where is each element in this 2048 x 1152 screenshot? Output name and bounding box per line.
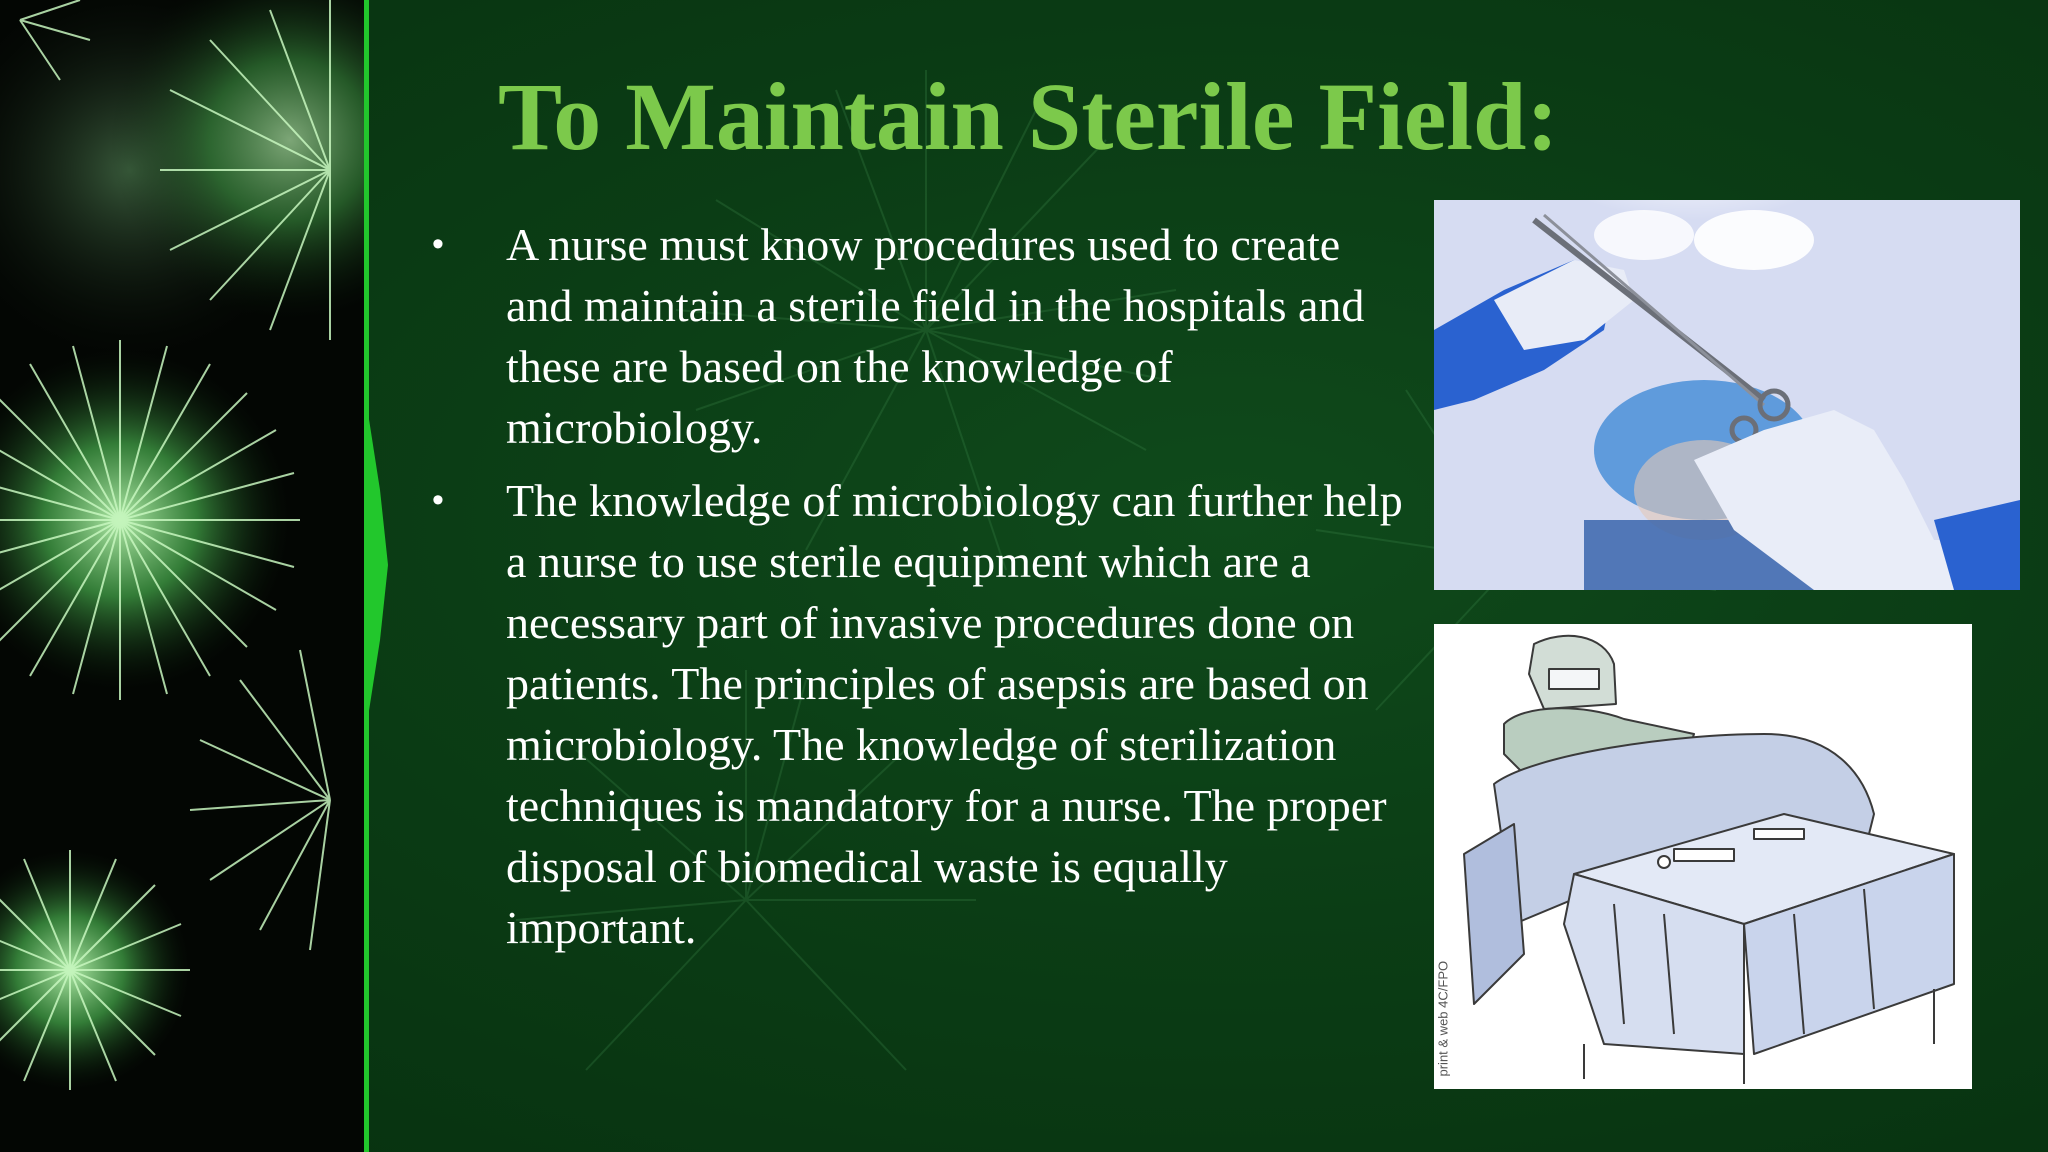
bullet-list bbox=[424, 214, 1414, 970]
drawing-credit: print & web 4C/FPO bbox=[1435, 960, 1451, 1077]
surgeon-photo bbox=[1434, 200, 2020, 590]
slide-title: To Maintain Sterile Field: bbox=[498, 63, 1559, 170]
sterile-field-illustration bbox=[1434, 624, 1972, 1089]
bullet-marker: • bbox=[432, 481, 444, 519]
bullet-text: A nurse must know procedures used to create and maintain a sterile field in the hospitals and these are based on the knowledge of microbiology. bbox=[506, 219, 1365, 453]
sterile-field-drawing bbox=[1434, 624, 1972, 1089]
bullet-item bbox=[424, 214, 1414, 458]
surgeon-photo-illustration bbox=[1434, 200, 2020, 590]
left-decorative-panel bbox=[0, 0, 366, 1152]
bullet-text: The knowledge of microbiology can further help a nurse to use sterile equipment which are a necessary part of invasive procedures done on patients. The principles of asepsis are based on microbiology. The knowledge of sterilization techniques is mandatory for a nurse. The proper disposal of biomedical waste is equally important. bbox=[506, 475, 1403, 953]
divider-arrow bbox=[366, 400, 396, 730]
bullet-marker: • bbox=[432, 225, 444, 263]
bullet-item bbox=[424, 470, 1414, 958]
spiky-virus-illustration bbox=[0, 0, 366, 1152]
